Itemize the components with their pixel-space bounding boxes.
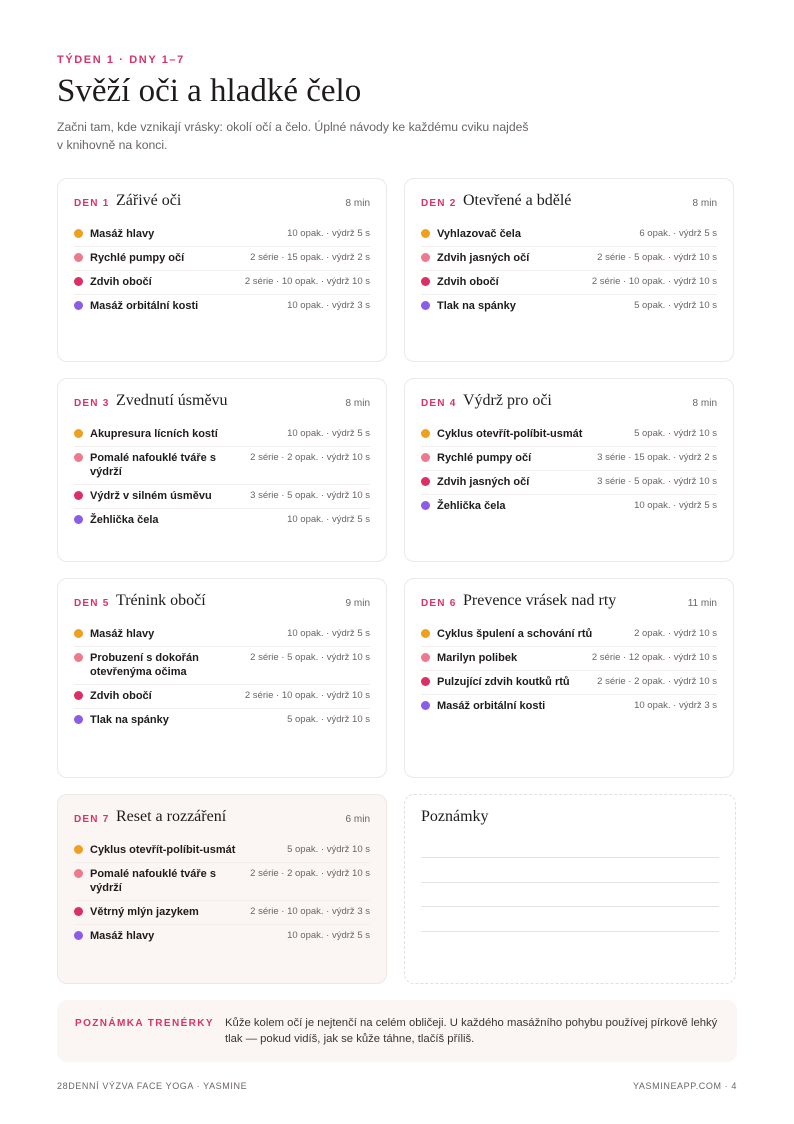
exercise-detail: 10 opak. · výdrž 3 s <box>287 300 370 311</box>
exercise-name: Pulzující zdvih koutků rtů <box>437 676 570 688</box>
exercise-name: Zdvih jasných očí <box>437 476 530 488</box>
exercise-list <box>74 223 370 318</box>
day-title: Výdrž pro oči <box>463 392 552 409</box>
exercise-name: Masáž orbitální kosti <box>437 700 546 712</box>
category-dot-icon <box>421 277 430 286</box>
exercise-name: Pomalé nafouklé tváře s výdrží <box>90 452 216 478</box>
exercise-row <box>421 295 717 318</box>
exercise-name: Cyklus špulení a schování rtů <box>437 628 593 640</box>
notes-line <box>421 906 719 907</box>
exercise-list <box>421 623 717 718</box>
exercise-row <box>74 709 370 732</box>
notes-line <box>421 857 719 858</box>
exercise-row <box>74 647 370 685</box>
day-title: Prevence vrásek nad rty <box>463 592 617 609</box>
day-card-header <box>74 579 370 623</box>
exercise-detail: 5 opak. · výdrž 10 s <box>634 300 717 311</box>
category-dot-icon <box>421 429 430 438</box>
exercise-row <box>74 223 370 247</box>
category-dot-icon <box>74 629 83 638</box>
day-duration: 8 min <box>345 398 370 409</box>
day-title: Otevřené a bdělé <box>463 192 572 209</box>
day-duration: 8 min <box>692 398 717 409</box>
exercise-detail: 2 série · 15 opak. · výdrž 2 s <box>250 252 370 263</box>
exercise-row <box>74 485 370 509</box>
page-subtitle: Začni tam, kde vznikají vrásky: okolí očí a čelo. Úplné návody ke každému cviku najdeš v knihovně na konci. <box>57 120 529 152</box>
exercise-row <box>74 839 370 863</box>
exercise-row <box>74 447 370 485</box>
exercise-name: Zdvih obočí <box>90 276 152 288</box>
exercise-detail: 10 opak. · výdrž 5 s <box>287 514 370 525</box>
exercise-row <box>74 685 370 709</box>
day-label: DEN 7 <box>74 814 110 825</box>
exercise-name: Zdvih obočí <box>90 690 152 702</box>
day-duration: 6 min <box>345 814 370 825</box>
exercise-row <box>74 247 370 271</box>
category-dot-icon <box>74 429 83 438</box>
notes-title: Poznámky <box>421 808 489 825</box>
category-dot-icon <box>421 653 430 662</box>
day-label: DEN 3 <box>74 398 110 409</box>
coach-note <box>57 1000 737 1062</box>
exercise-detail: 2 série · 10 opak. · výdrž 10 s <box>244 690 370 701</box>
day-card-header <box>74 379 370 423</box>
category-dot-icon <box>74 515 83 524</box>
day-duration: 9 min <box>345 598 370 609</box>
exercise-row <box>421 623 717 647</box>
day-label: DEN 5 <box>74 598 110 609</box>
exercise-detail: 2 série · 10 opak. · výdrž 10 s <box>244 276 370 287</box>
exercise-name: Tlak na spánky <box>437 300 516 312</box>
exercise-detail: 5 opak. · výdrž 10 s <box>287 714 370 725</box>
day-duration: 11 min <box>687 598 717 609</box>
exercise-row <box>74 925 370 948</box>
page-title: Svěží oči a hladké čelo <box>57 73 362 109</box>
day-card-6 <box>404 578 734 778</box>
exercise-name: Vyhlazovač čela <box>437 228 521 240</box>
notes-line <box>421 882 719 883</box>
exercise-row <box>74 863 370 901</box>
category-dot-icon <box>421 501 430 510</box>
exercise-detail: 5 opak. · výdrž 10 s <box>287 844 370 855</box>
day-label: DEN 1 <box>74 198 110 209</box>
exercise-detail: 5 opak. · výdrž 10 s <box>634 428 717 439</box>
exercise-row <box>74 295 370 318</box>
exercise-name: Probuzení s dokořán otevřenýma očima <box>90 652 199 678</box>
exercise-row <box>421 695 717 718</box>
category-dot-icon <box>74 653 83 662</box>
day-card-7 <box>57 794 387 984</box>
exercise-name: Zdvih obočí <box>437 276 499 288</box>
exercise-row <box>74 423 370 447</box>
day-label: DEN 2 <box>421 198 457 209</box>
day-card-header <box>421 579 717 623</box>
exercise-name: Masáž hlavy <box>90 930 155 942</box>
exercise-detail: 2 série · 2 opak. · výdrž 10 s <box>250 868 370 879</box>
exercise-detail: 10 opak. · výdrž 5 s <box>634 500 717 511</box>
category-dot-icon <box>74 931 83 940</box>
exercise-row <box>421 223 717 247</box>
exercise-detail: 3 série · 5 opak. · výdrž 10 s <box>250 490 370 501</box>
exercise-detail: 2 série · 2 opak. · výdrž 10 s <box>597 676 717 687</box>
footer-left: 28DENNÍ VÝZVA FACE YOGA · YASMINE <box>57 1081 248 1091</box>
exercise-name: Žehlička čela <box>90 514 159 526</box>
day-title: Zářivé oči <box>116 192 182 209</box>
exercise-name: Výdrž v silném úsměvu <box>90 490 212 502</box>
day-title: Zvednutí úsměvu <box>116 392 228 409</box>
day-card-2 <box>404 178 734 362</box>
exercise-list <box>74 423 370 532</box>
category-dot-icon <box>74 691 83 700</box>
exercise-name: Rychlé pumpy očí <box>437 452 532 464</box>
exercise-detail: 2 série · 12 opak. · výdrž 10 s <box>591 652 717 663</box>
exercise-name: Žehlička čela <box>437 500 506 512</box>
exercise-row <box>421 647 717 671</box>
exercise-name: Tlak na spánky <box>90 714 169 726</box>
exercise-row <box>421 247 717 271</box>
day-title: Trénink obočí <box>116 592 206 609</box>
day-card-header <box>74 795 370 839</box>
category-dot-icon <box>74 869 83 878</box>
exercise-row <box>421 447 717 471</box>
exercise-name: Masáž orbitální kosti <box>90 300 199 312</box>
day-card-1 <box>57 178 387 362</box>
category-dot-icon <box>421 701 430 710</box>
day-card-4 <box>404 378 734 562</box>
exercise-detail: 10 opak. · výdrž 5 s <box>287 228 370 239</box>
category-dot-icon <box>74 301 83 310</box>
exercise-detail: 6 opak. · výdrž 5 s <box>639 228 717 239</box>
exercise-name: Marilyn polibek <box>437 652 518 664</box>
exercise-name: Masáž hlavy <box>90 228 155 240</box>
exercise-list <box>74 839 370 948</box>
exercise-list <box>421 223 717 318</box>
day-title: Reset a rozzáření <box>116 808 227 825</box>
day-card-header <box>421 379 717 423</box>
day-duration: 8 min <box>692 198 717 209</box>
exercise-detail: 2 série · 5 opak. · výdrž 10 s <box>250 652 370 663</box>
category-dot-icon <box>421 629 430 638</box>
exercise-name: Cyklus otevřít-políbit-usmát <box>437 428 583 440</box>
exercise-name: Akupresura lícních kostí <box>90 428 218 440</box>
exercise-name: Větrný mlýn jazykem <box>90 906 199 918</box>
exercise-detail: 2 opak. · výdrž 10 s <box>634 628 717 639</box>
category-dot-icon <box>421 477 430 486</box>
exercise-row <box>421 671 717 695</box>
notes-card[interactable] <box>404 794 736 984</box>
exercise-detail: 10 opak. · výdrž 5 s <box>287 428 370 439</box>
week-eyebrow: TÝDEN 1 · DNY 1–7 <box>57 54 185 66</box>
exercise-list <box>74 623 370 732</box>
exercise-name: Masáž hlavy <box>90 628 155 640</box>
category-dot-icon <box>421 453 430 462</box>
exercise-detail: 3 série · 15 opak. · výdrž 2 s <box>597 452 717 463</box>
day-card-header <box>74 179 370 223</box>
category-dot-icon <box>74 277 83 286</box>
category-dot-icon <box>74 491 83 500</box>
exercise-row <box>421 271 717 295</box>
coach-note-text: Kůže kolem očí je nejtenčí na celém obličeji. U každého masážního pohybu používej pírkově lehký tlak — pokud vidíš, jak se kůže táhne, tlačíš příliš. <box>225 1017 718 1045</box>
exercise-detail: 2 série · 10 opak. · výdrž 10 s <box>591 276 717 287</box>
category-dot-icon <box>74 229 83 238</box>
exercise-name: Zdvih jasných očí <box>437 252 530 264</box>
exercise-detail: 2 série · 10 opak. · výdrž 3 s <box>250 906 370 917</box>
notes-line <box>421 931 719 932</box>
exercise-row <box>74 901 370 925</box>
day-label: DEN 4 <box>421 398 457 409</box>
day-card-5 <box>57 578 387 778</box>
exercise-list <box>421 423 717 518</box>
day-card-header <box>421 179 717 223</box>
category-dot-icon <box>421 677 430 686</box>
exercise-detail: 2 série · 5 opak. · výdrž 10 s <box>597 252 717 263</box>
exercise-name: Cyklus otevřít-políbit-usmát <box>90 844 236 856</box>
day-label: DEN 6 <box>421 598 457 609</box>
category-dot-icon <box>421 253 430 262</box>
category-dot-icon <box>74 845 83 854</box>
category-dot-icon <box>421 229 430 238</box>
exercise-detail: 3 série · 5 opak. · výdrž 10 s <box>597 476 717 487</box>
exercise-row <box>74 623 370 647</box>
exercise-detail: 10 opak. · výdrž 5 s <box>287 930 370 941</box>
exercise-name: Rychlé pumpy očí <box>90 252 185 264</box>
exercise-detail: 10 opak. · výdrž 5 s <box>287 628 370 639</box>
category-dot-icon <box>74 453 83 462</box>
exercise-row <box>421 423 717 447</box>
day-duration: 8 min <box>345 198 370 209</box>
category-dot-icon <box>74 907 83 916</box>
exercise-detail: 2 série · 2 opak. · výdrž 10 s <box>250 452 370 463</box>
day-card-3 <box>57 378 387 562</box>
exercise-row <box>74 271 370 295</box>
exercise-row <box>74 509 370 532</box>
exercise-detail: 10 opak. · výdrž 3 s <box>634 700 717 711</box>
exercise-name: Pomalé nafouklé tváře s výdrží <box>90 868 216 894</box>
exercise-row <box>421 471 717 495</box>
exercise-row <box>421 495 717 518</box>
category-dot-icon <box>74 715 83 724</box>
category-dot-icon <box>74 253 83 262</box>
footer-right: YASMINEAPP.COM · 4 <box>633 1081 737 1091</box>
coach-note-label: POZNÁMKA TRENÉRKY <box>75 1018 214 1029</box>
category-dot-icon <box>421 301 430 310</box>
